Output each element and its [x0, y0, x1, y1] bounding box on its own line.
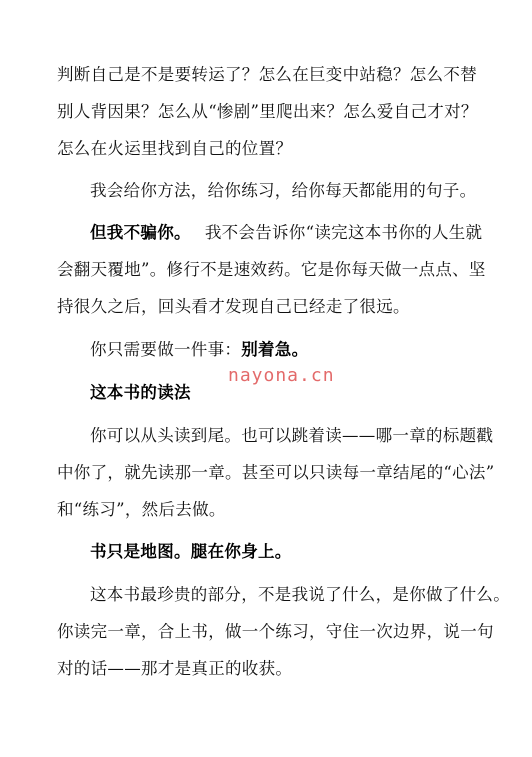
- paragraph-line: 持很久之后，回头看才发现自己已经走了很远。: [57, 297, 410, 316]
- paragraph-line: 你可以从头读到尾。也可以跳着读——哪一章的标题戳: [90, 426, 494, 445]
- paragraph-line: 你读完一章，合上书，做一个练习，守住一次边界，说一句: [57, 622, 494, 641]
- paragraph-line: 怎么在火运里找到自己的位置？: [57, 139, 293, 158]
- paragraph-line: 会翻天覆地”。修行不是速效药。它是你每天做一点点、坚: [57, 260, 486, 279]
- inline-text: 我不会告诉你“读完这本书你的人生就: [204, 223, 483, 242]
- paragraph-line: 这本书最珍贵的部分，不是我说了什么，是你做了什么。: [90, 585, 510, 604]
- paragraph-line-mixed: [90, 339, 308, 361]
- paragraph-line-mixed: [90, 222, 482, 244]
- section-heading: 这本书的读法: [90, 383, 191, 402]
- paragraph-line: 和“练习”，然后去做。: [57, 500, 226, 519]
- paragraph-line: 判断自己是不是要转运了？怎么在巨变中站稳？怎么不替: [57, 65, 477, 84]
- paragraph-line: 对的话——那才是真正的收获。: [57, 659, 293, 678]
- inline-text: 你只需要做一件事：: [90, 340, 242, 359]
- bold-phrase-no-lie: 但我不骗你。: [90, 223, 191, 242]
- watermark-text: nayona.cn: [228, 365, 335, 386]
- bold-phrase-dont-rush: 别着急。: [241, 340, 309, 359]
- paragraph-line: 我会给你方法，给你练习，给你每天都能用的句子。: [90, 181, 477, 200]
- paragraph-line: 别人背因果？怎么从“惨剧”里爬出来？怎么爱自己才对？: [57, 102, 478, 121]
- bold-sentence-map: 书只是地图。腿在你身上。: [90, 542, 292, 561]
- paragraph-line: 中你了，就先读那一章。甚至可以只读每一章结尾的“心法”: [57, 463, 495, 482]
